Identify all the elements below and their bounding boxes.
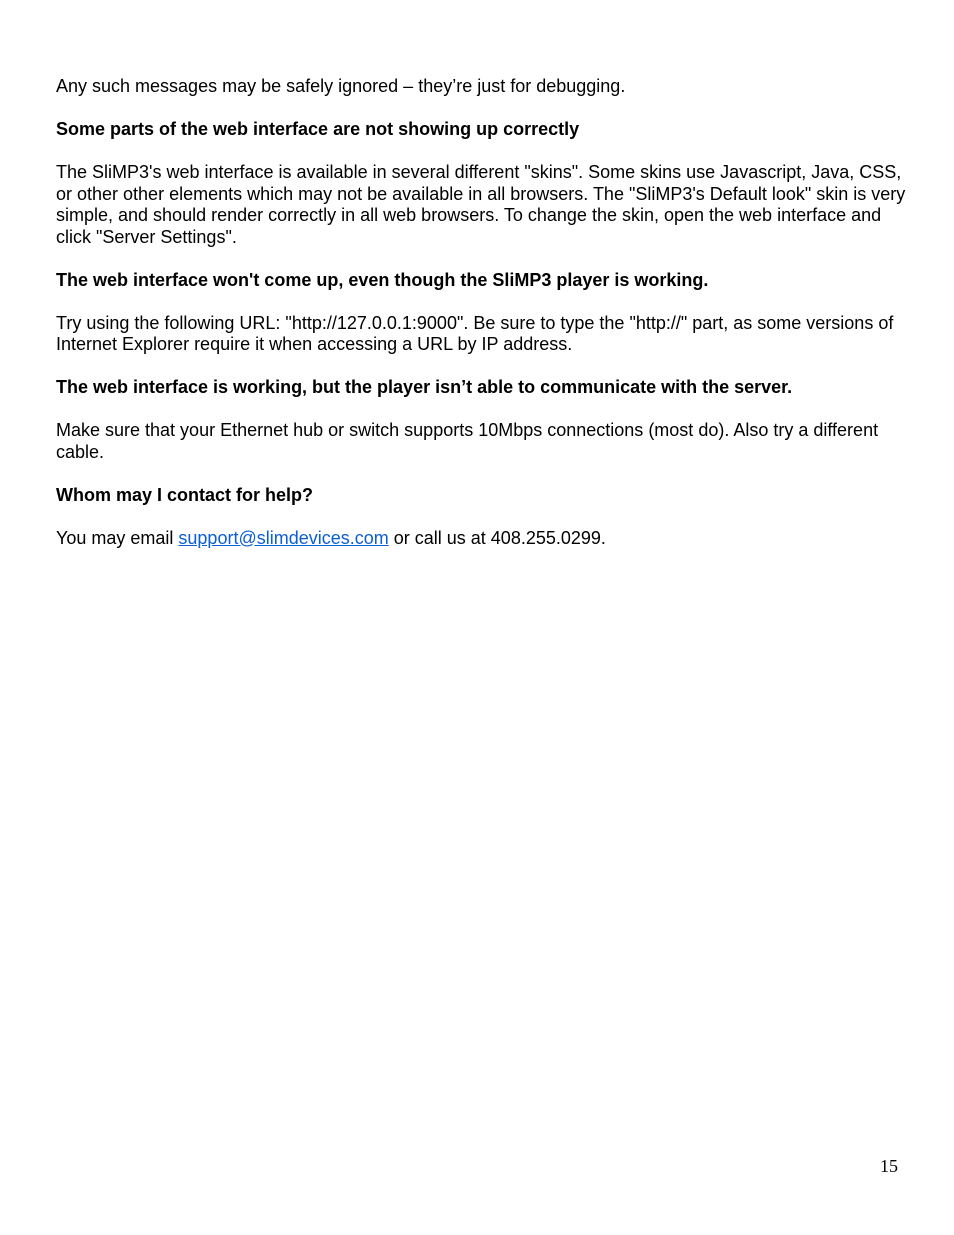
contact-suffix: or call us at 408.255.0299. — [388, 527, 606, 548]
document-body — [56, 76, 906, 571]
intro-paragraph: Any such messages may be safely ignored – they’re just for debugging. — [56, 76, 626, 96]
paragraph-url: Try using the following URL: "http://127.0.0.1:9000". Be sure to type the "http://" part, as some versions of Internet Explorer require it when accessing a URL by IP address. — [56, 312, 894, 354]
heading-player-communication: The web interface is working, but the player isn’t able to communicate with the server. — [56, 377, 793, 397]
paragraph-contact — [56, 528, 906, 550]
heading-contact: Whom may I contact for help? — [56, 484, 314, 505]
paragraph-skins: The SliMP3's web interface is available in several different "skins". Some skins use Javascript, Java, CSS, or other other elements which may not be available in all browsers. The "SliMP3's Default look" skin is very simple, and should render correctly in all web browsers. To change the skin, open the web interface and click "Server Settings". — [56, 162, 906, 247]
heading-web-interface-parts: Some parts of the web interface are not showing up correctly — [56, 119, 580, 139]
heading-web-interface-wont-come-up: The web interface won't come up, even though the SliMP3 player is working. — [56, 269, 709, 290]
contact-prefix: You may email — [56, 527, 179, 548]
support-email-link[interactable]: support@slimdevices.com — [178, 527, 389, 548]
paragraph-ethernet: Make sure that your Ethernet hub or switch supports 10Mbps connections (most do). Also try a different cable. — [56, 420, 879, 462]
page-number: 15 — [880, 1156, 898, 1176]
